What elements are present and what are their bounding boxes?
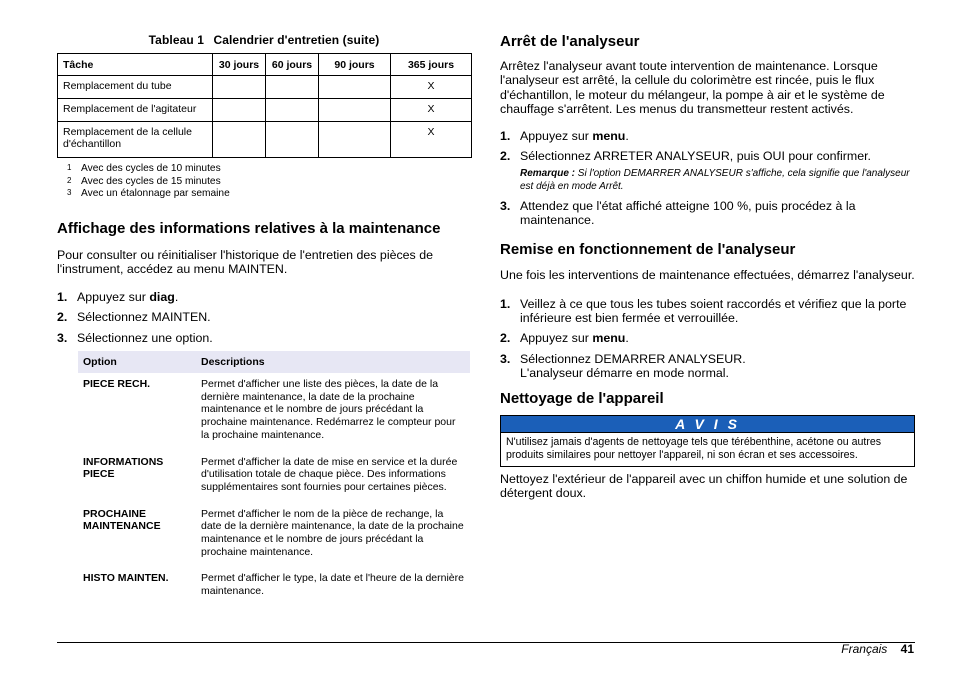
step-number: 3. — [500, 351, 511, 366]
steps-list — [57, 290, 471, 345]
step-text: Appuyez sur — [77, 290, 150, 305]
header-task: Tâche — [58, 54, 213, 76]
table-row — [78, 451, 470, 503]
table-cell — [319, 122, 391, 158]
section-title-maintenance-info: Affichage des informations relatives à la maintenance — [57, 219, 441, 237]
step-text: Appuyez sur — [520, 331, 593, 346]
table-cell — [319, 76, 391, 99]
step — [500, 129, 915, 143]
option-description: Permet d'afficher le nom de la pièce de rechange, la date de la dernière maintenance, la date de la prochaine maintenance et le nombre de jours précédant la prochaine maintenance. — [201, 507, 464, 558]
step-key: menu — [592, 331, 626, 346]
step-key: menu — [592, 129, 626, 144]
table-cell: Remplacement de l'agitateur — [58, 99, 213, 122]
section-intro: Une fois les interventions de maintenance effectuées, démarrez l'analyseur. — [500, 268, 915, 283]
footnote-text: Avec des cycles de 10 minutes — [81, 163, 221, 174]
table-footnotes — [57, 163, 471, 201]
step — [500, 199, 915, 228]
header-30-days: 30 jours — [213, 54, 266, 76]
step-key: diag — [149, 290, 175, 305]
table-row — [78, 373, 470, 451]
footer-divider — [57, 642, 915, 643]
table-cell — [266, 76, 319, 99]
step — [500, 297, 915, 326]
step-text: . — [625, 129, 629, 144]
step — [57, 290, 471, 304]
notice-box — [500, 415, 915, 467]
remark-text: Si l'option DEMARRER ANALYSEUR s'affiche, cela signifie que l'analyseur est déjà en mode Arrêt. — [520, 167, 910, 192]
table-caption-title: Calendrier d'entretien (suite) — [213, 33, 380, 47]
footnote-mark: 3 — [67, 188, 72, 197]
footnote — [57, 163, 471, 176]
table-cell — [213, 76, 266, 99]
remark-note — [520, 167, 915, 193]
table-cell: Remplacement de la cellule d'échantillon — [58, 122, 213, 158]
step — [500, 352, 915, 381]
step-number: 1. — [57, 290, 68, 305]
header-option: Option — [78, 351, 196, 373]
step-text: Sélectionnez DEMARRER ANALYSEUR. — [520, 351, 746, 366]
step — [57, 331, 471, 345]
table-cell: X — [391, 76, 472, 99]
table-cell — [266, 99, 319, 122]
page-footer — [841, 642, 914, 656]
options-table — [78, 351, 470, 607]
header-60-days: 60 jours — [266, 54, 319, 76]
left-column — [57, 33, 471, 607]
footnote — [57, 188, 471, 201]
step-text: Sélectionnez MAINTEN. — [77, 310, 211, 325]
option-description: Permet d'afficher la date de mise en service et la durée d'utilisation totale de chaque pièce. Des informations supplémentaires sont fournies pour certaines pièces. — [201, 455, 458, 493]
table-cell: X — [391, 122, 472, 158]
table-row — [78, 567, 470, 606]
option-name: HISTO MAINTEN. — [83, 572, 169, 585]
right-column — [500, 33, 915, 501]
table-row — [58, 99, 472, 122]
step — [500, 149, 915, 163]
table-row — [58, 76, 472, 99]
steps-list — [500, 199, 915, 228]
section-title-cleaning: Nettoyage de l'appareil — [500, 390, 664, 408]
section-title-stop-analyzer: Arrêt de l'analyseur — [500, 33, 640, 50]
table-cell — [319, 99, 391, 122]
footnote-mark: 1 — [67, 163, 72, 172]
table-caption — [57, 33, 471, 47]
cleaning-text: Nettoyez l'extérieur de l'appareil avec un chiffon humide et une solution de détergent doux. — [500, 472, 908, 501]
footnote-text: Avec un étalonnage par semaine — [81, 188, 230, 199]
notice-header: A V I S — [501, 416, 914, 432]
header-90-days: 90 jours — [319, 54, 391, 76]
option-description: Permet d'afficher le type, la date et l'heure de la dernière maintenance. — [201, 572, 464, 598]
option-description: Permet d'afficher une liste des pièces, la date de la dernière maintenance, la date de la prochaine maintenance et le nombre de jours précédant la prochaine maintenance. Redémarrez le compteur pour la prochaine maintenance. — [201, 377, 456, 441]
header-365-days: 365 jours — [391, 54, 472, 76]
footer-language: Français — [841, 642, 888, 656]
footnote-text: Avec des cycles de 15 minutes — [81, 175, 221, 187]
step — [500, 331, 915, 345]
table-cell: Remplacement du tube — [58, 76, 213, 99]
table-cell — [213, 122, 266, 158]
step-number: 3. — [57, 330, 68, 345]
option-name: INFORMATIONS PIECE — [83, 455, 164, 481]
step-number: 2. — [500, 331, 511, 346]
table-cell — [213, 99, 266, 122]
step-text: . — [625, 331, 629, 346]
step-text: Attendez que l'état affiché atteigne 100 %, puis procédez à la maintenance. — [520, 198, 856, 228]
table-header-row — [58, 54, 472, 76]
option-name: PROCHAINE MAINTENANCE — [83, 507, 161, 533]
section-title-restart-analyzer: Remise en fonctionnement de l'analyseur — [500, 241, 796, 259]
maintenance-schedule-table — [57, 53, 472, 158]
step-number: 2. — [57, 310, 68, 325]
footnote — [57, 176, 471, 189]
table-cell — [266, 122, 319, 158]
remark-label: Remarque : — [520, 167, 576, 179]
step-number: 1. — [500, 129, 511, 144]
step-text: Sélectionnez une option. — [77, 330, 213, 345]
step-text: L'analyseur démarre en mode normal. — [520, 365, 729, 380]
step-number: 3. — [500, 198, 511, 213]
step-text: Veillez à ce que tous les tubes soient raccordés et vérifiez que la porte inférieure est bien fermée et verrouillée. — [520, 296, 907, 325]
section-intro: Arrêtez l'analyseur avant toute intervention de maintenance. Lorsque l'analyseur est arrêté, la cellule du colorimètre est rincée, puis le flux d'échantillon, le moteur du mélangeur, la pompe à air et le système de chauffage s'arrêtent. Les menus du transmetteur restent activés. — [500, 59, 885, 116]
step-number: 1. — [500, 296, 511, 311]
step-text: Sélectionnez ARRETER ANALYSEUR, puis OUI pour confirmer. — [520, 149, 871, 164]
table-cell: X — [391, 99, 472, 122]
option-name: PIECE RECH. — [83, 377, 151, 390]
table-row — [78, 503, 470, 568]
section-intro: Pour consulter ou réinitialiser l'historique de l'entretien des pièces de l'instrument, accédez au menu MAINTEN. — [57, 247, 433, 276]
step-number: 2. — [500, 149, 511, 164]
step-text: Appuyez sur — [520, 129, 593, 144]
steps-list — [500, 129, 915, 164]
footnote-mark: 2 — [67, 175, 72, 185]
options-header-row — [78, 351, 470, 373]
step — [57, 310, 471, 324]
table-caption-number: Tableau 1 — [148, 33, 205, 47]
steps-list — [500, 297, 915, 380]
header-descriptions: Descriptions — [196, 351, 470, 373]
notice-body: N'utilisez jamais d'agents de nettoyage tels que térébenthine, acétone ou autres produits similaires pour nettoyer l'appareil, ni son écran et ses accessoires. — [501, 432, 914, 466]
step-text: . — [174, 290, 179, 305]
table-row — [58, 122, 472, 158]
page-number: 41 — [900, 642, 914, 656]
